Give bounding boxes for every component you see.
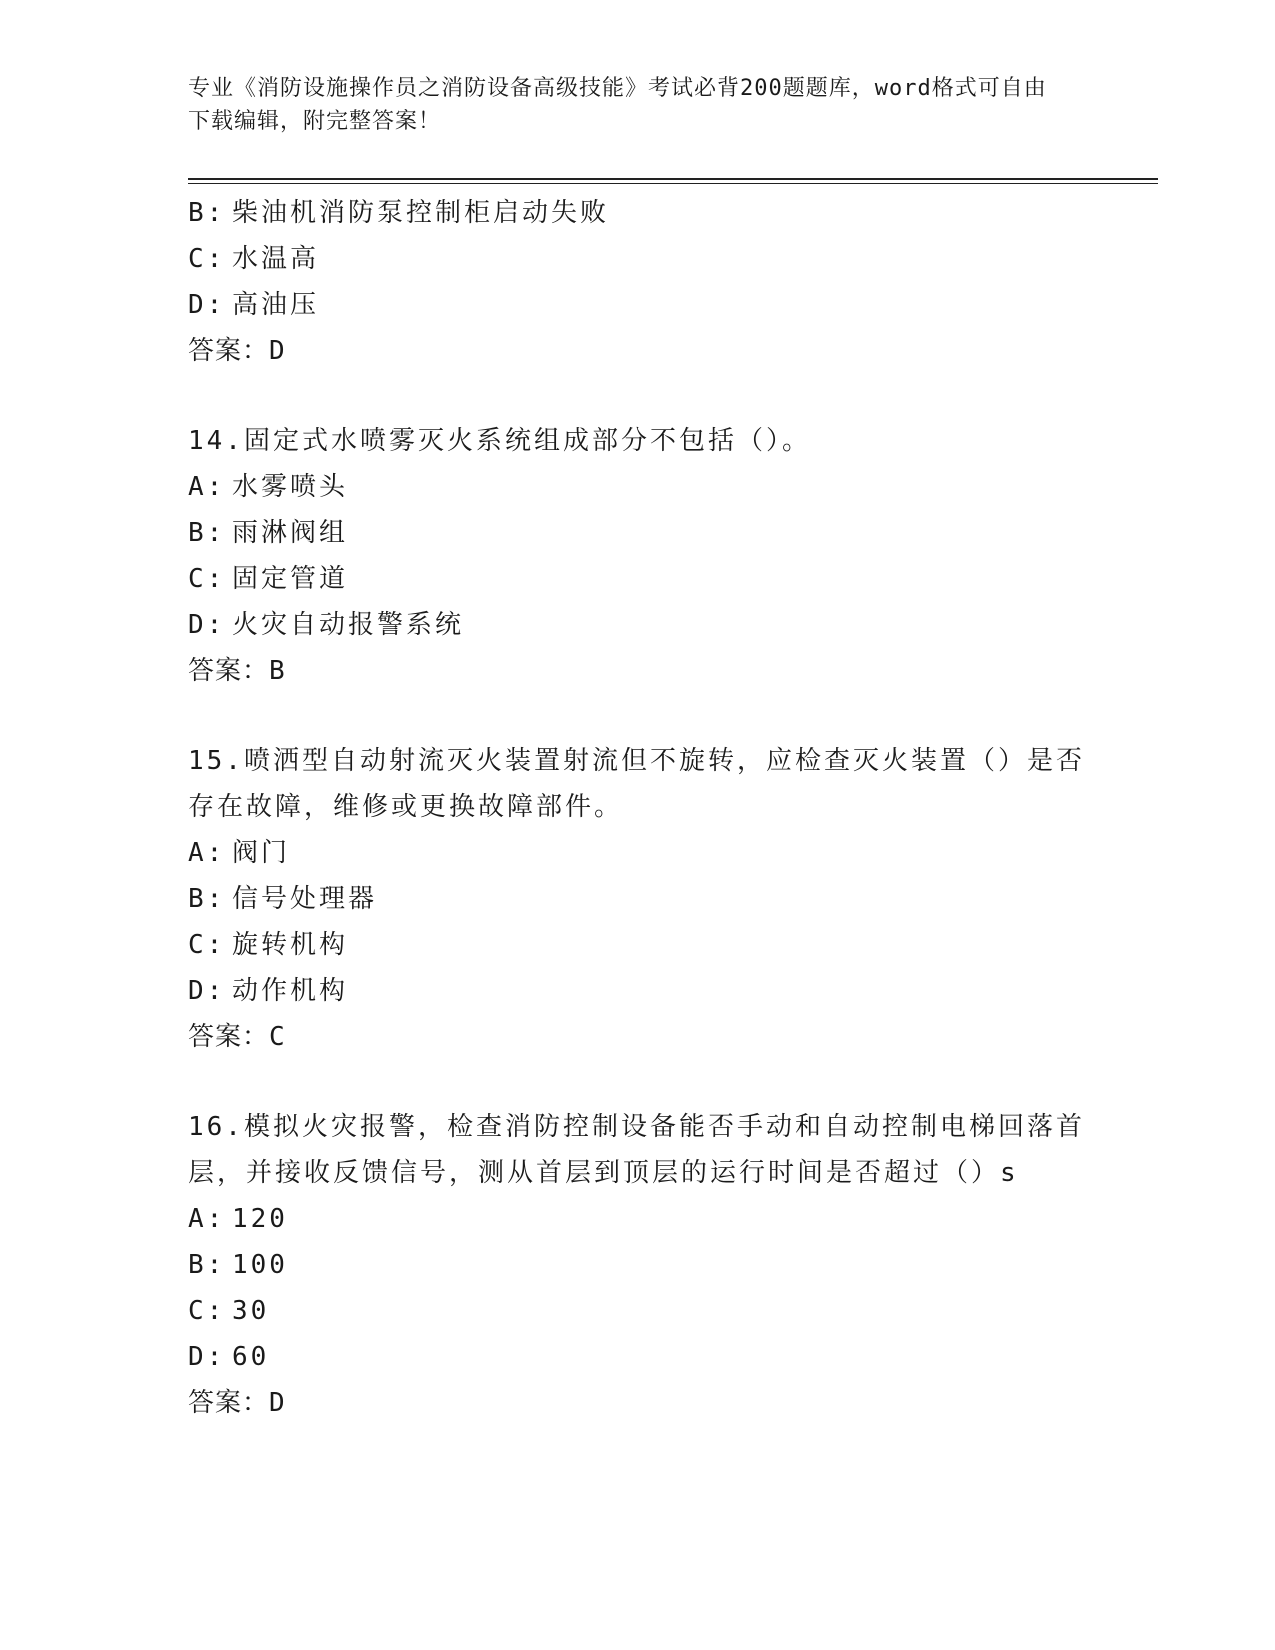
option-letter: A: bbox=[188, 838, 226, 868]
option-c bbox=[188, 1288, 1088, 1334]
option-text: 柴油机消防泵控制柜启动失败 bbox=[232, 198, 610, 228]
header-divider-thick bbox=[188, 178, 1158, 180]
option-letter: B: bbox=[188, 518, 226, 548]
question-stem: 16.模拟火灾报警，检查消防控制设备能否手动和自动控制电梯回落首层，并接收反馈信号，测从首层到顶层的运行时间是否超过（）s bbox=[188, 1112, 1085, 1188]
option-d bbox=[188, 1334, 1088, 1380]
option-letter: C: bbox=[188, 244, 226, 274]
option-c bbox=[188, 556, 1088, 602]
answer-line: 答案：D bbox=[188, 336, 286, 366]
option-text: 30 bbox=[232, 1296, 270, 1326]
option-text: 动作机构 bbox=[232, 976, 349, 1006]
option-text: 固定管道 bbox=[232, 564, 349, 594]
answer-line: 答案：C bbox=[188, 1022, 286, 1052]
option-text: 旋转机构 bbox=[232, 930, 349, 960]
option-letter: C: bbox=[188, 564, 226, 594]
option-letter: C: bbox=[188, 930, 226, 960]
option-a bbox=[188, 464, 1088, 510]
option-d bbox=[188, 968, 1088, 1014]
option-letter: A: bbox=[188, 472, 226, 502]
option-letter: C: bbox=[188, 1296, 226, 1326]
option-letter: B: bbox=[188, 198, 226, 228]
option-b bbox=[188, 510, 1088, 556]
option-text: 水雾喷头 bbox=[232, 472, 349, 502]
question-15 bbox=[188, 738, 1088, 1060]
option-a bbox=[188, 830, 1088, 876]
header-divider-thin bbox=[188, 183, 1158, 184]
option-text: 100 bbox=[232, 1250, 288, 1280]
option-text: 高油压 bbox=[232, 290, 320, 320]
question-stem: 15.喷洒型自动射流灭火装置射流但不旋转，应检查灭火装置（）是否存在故障，维修或更换故障部件。 bbox=[188, 746, 1085, 822]
option-letter: B: bbox=[188, 1250, 226, 1280]
option-text: 火灾自动报警系统 bbox=[232, 610, 465, 640]
option-d bbox=[188, 602, 1088, 648]
option-text: 信号处理器 bbox=[232, 884, 378, 914]
option-c bbox=[188, 922, 1088, 968]
option-b bbox=[188, 876, 1088, 922]
answer-line: 答案：D bbox=[188, 1388, 286, 1418]
option-letter: B: bbox=[188, 884, 226, 914]
option-letter: D: bbox=[188, 610, 226, 640]
option-d bbox=[188, 282, 1088, 328]
question-list bbox=[188, 190, 1088, 1426]
option-text: 60 bbox=[232, 1342, 270, 1372]
option-text: 120 bbox=[232, 1204, 288, 1234]
option-text: 水温高 bbox=[232, 244, 320, 274]
document-header: 专业《消防设施操作员之消防设备高级技能》考试必背200题题库，word格式可自由下载编辑，附完整答案！ bbox=[188, 76, 1047, 134]
question-partial bbox=[188, 190, 1088, 374]
option-letter: A: bbox=[188, 1204, 226, 1234]
option-text: 阀门 bbox=[232, 838, 291, 868]
option-b bbox=[188, 1242, 1088, 1288]
answer-line: 答案：B bbox=[188, 656, 286, 686]
question-stem: 14.固定式水喷雾灭火系统组成部分不包括（）。 bbox=[188, 426, 811, 456]
option-b bbox=[188, 190, 1088, 236]
option-letter: D: bbox=[188, 976, 226, 1006]
question-16 bbox=[188, 1104, 1088, 1426]
option-a bbox=[188, 1196, 1088, 1242]
option-letter: D: bbox=[188, 290, 226, 320]
option-letter: D: bbox=[188, 1342, 226, 1372]
option-text: 雨淋阀组 bbox=[232, 518, 349, 548]
question-14 bbox=[188, 418, 1088, 694]
option-c bbox=[188, 236, 1088, 282]
